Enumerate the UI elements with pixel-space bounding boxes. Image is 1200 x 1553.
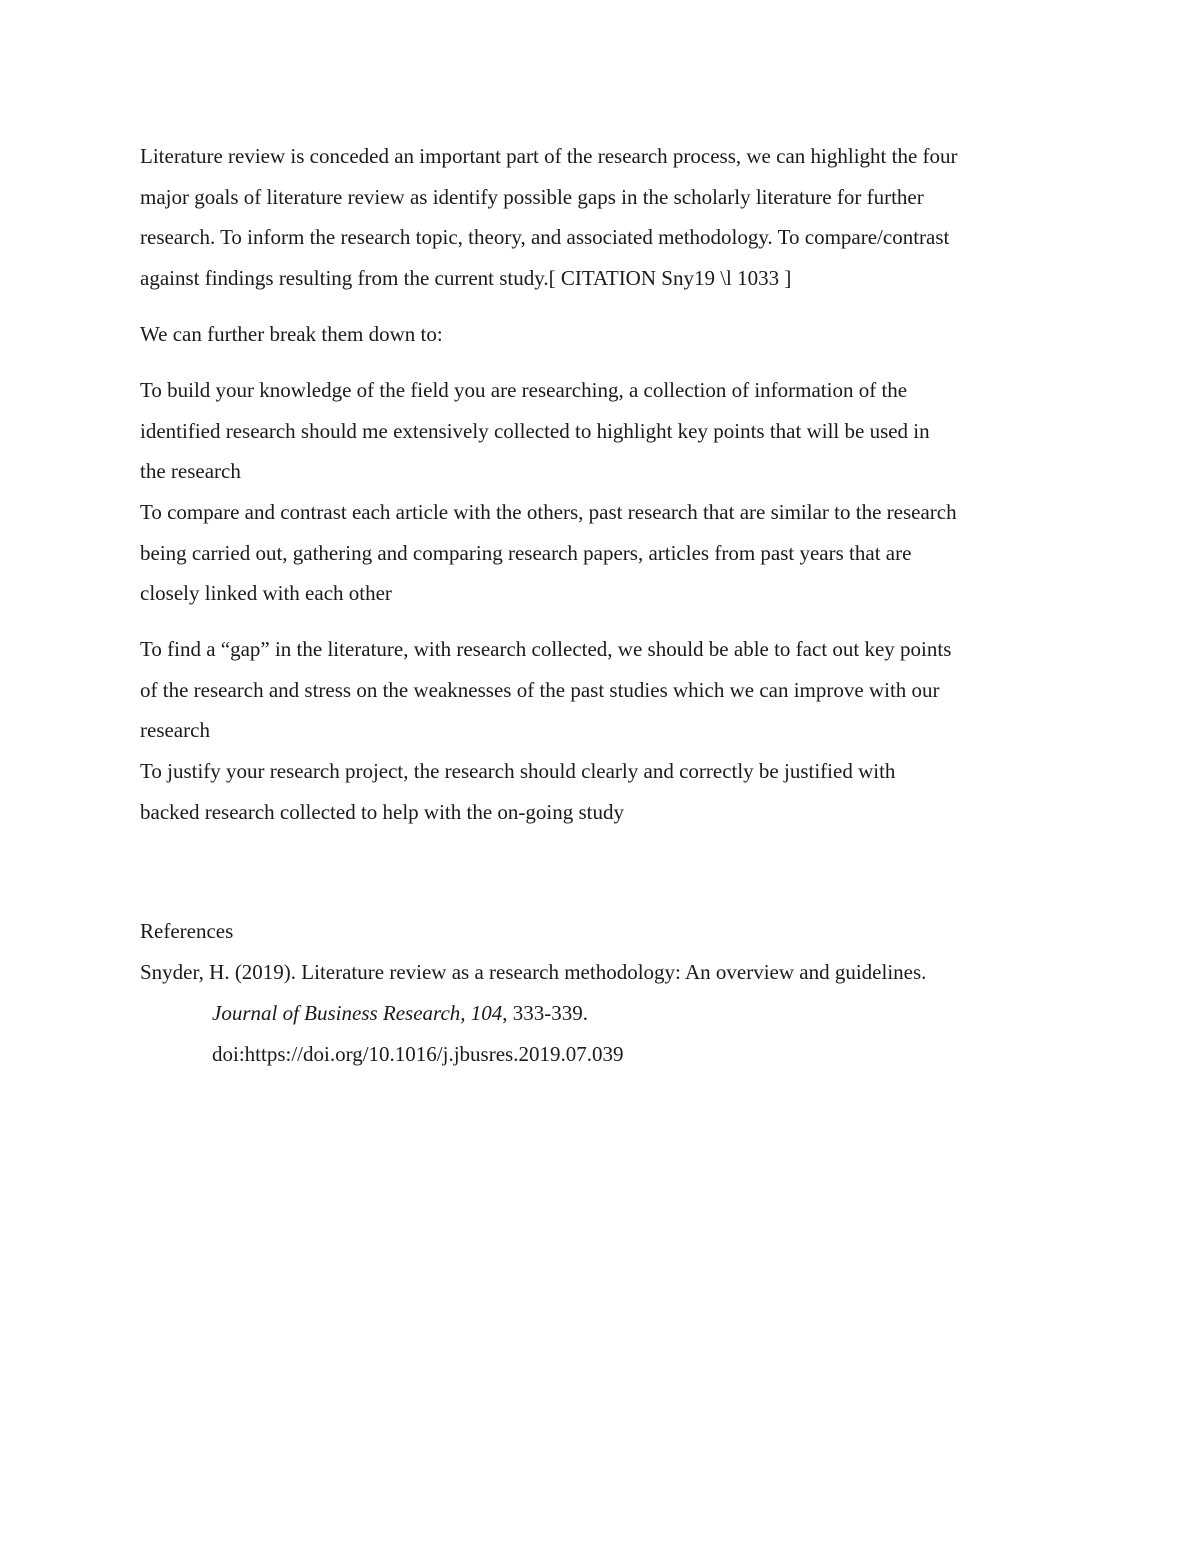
paragraph-line: To find a “gap” in the literature, with research collected, we should be able to fact out key points xyxy=(140,637,952,661)
paragraph-line: closely linked with each other xyxy=(140,581,392,606)
paragraph-line: of the research and stress on the weaknesses of the past studies which we can improve with our xyxy=(140,677,940,702)
paragraph-line: We can further break them down to: xyxy=(140,322,443,346)
paragraph-line: identified research should me extensively collected to highlight key points that will be used in xyxy=(140,418,930,443)
paragraph-line: backed research collected to help with the on-going study xyxy=(140,799,625,824)
reference-entry: Snyder, H. (2019). Literature review as a research methodology: An overview and guidelines. xyxy=(140,960,927,984)
paragraph-line: To build your knowledge of the field you are researching, a collection of information of the xyxy=(140,378,908,402)
paragraph-build-knowledge xyxy=(140,370,1065,492)
paragraph-line: Literature review is conceded an important part of the research process, we can highlight the four xyxy=(140,144,958,168)
reference-journal-title: Journal of Business Research, 104 xyxy=(212,1001,503,1025)
paragraph-line: being carried out, gathering and comparing research papers, articles from past years that are xyxy=(140,540,912,565)
paragraph-breakdown-intro xyxy=(140,314,1065,355)
paragraph-find-gap xyxy=(140,629,1065,751)
reference-doi: doi:https://doi.org/10.1016/j.jbusres.2019.07.039 xyxy=(212,1042,624,1066)
paragraph-line: research. To inform the research topic, theory, and associated methodology. To compare/contrast xyxy=(140,225,950,250)
paragraph-justify xyxy=(140,751,1065,832)
reference-pages: , 333-339. xyxy=(502,1001,589,1025)
paragraph-line: against findings resulting from the current study.[ CITATION Sny19 \l 1033 ] xyxy=(140,265,792,290)
paragraph-line: To compare and contrast each article with the others, past research that are similar to the research xyxy=(140,500,957,524)
paragraph-line: the research xyxy=(140,459,241,484)
paragraph-line: research xyxy=(140,718,210,743)
paragraph-intro xyxy=(140,136,1065,298)
paragraph-line: To justify your research project, the research should clearly and correctly be justified with xyxy=(140,759,896,783)
paragraph-compare-contrast xyxy=(140,492,1065,614)
paragraph-line: major goals of literature review as identify possible gaps in the scholarly literature for further xyxy=(140,184,924,209)
references-heading: References xyxy=(140,919,234,943)
reference-journal-line xyxy=(212,993,588,1034)
